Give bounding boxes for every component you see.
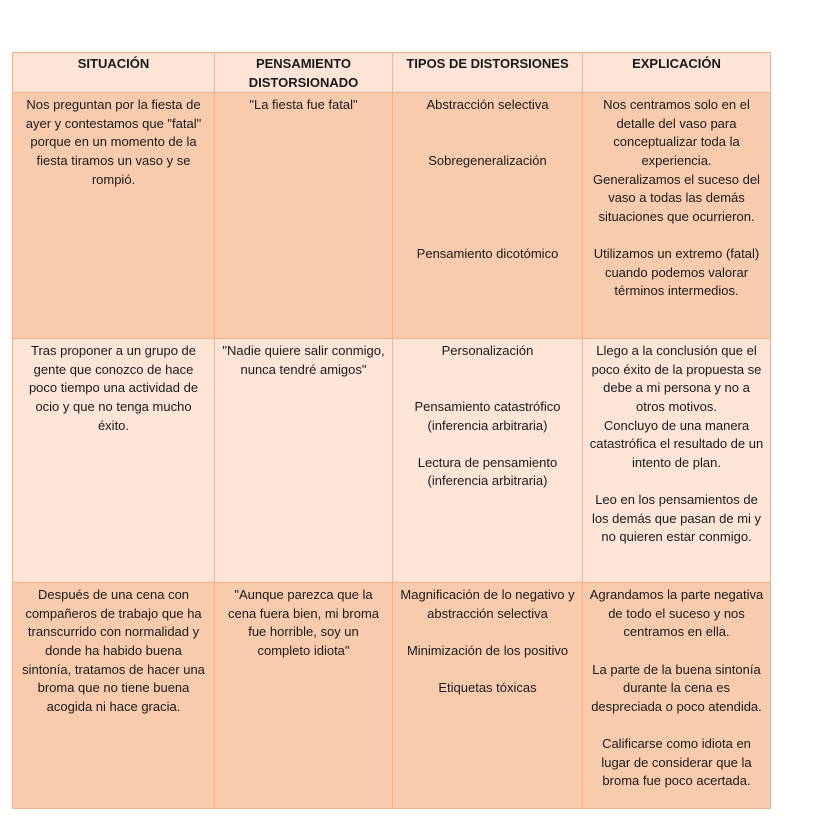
distortion-type: Personalización xyxy=(441,343,534,359)
header-explicacion: EXPLICACIÓN xyxy=(583,53,771,93)
distortion-type: Pensamiento dicotómico xyxy=(416,245,559,261)
situation-text: Después de una cena con compañeros de trabajo que ha transcurrido con normalidad y donde ha habido buena sintonía, tratamos de hacer una broma que no tiene buena acogida ni hace gracia. xyxy=(22,587,205,714)
distortion-type: Lectura de pensamiento (inferencia arbitraria) xyxy=(417,454,558,489)
distortion-type: Abstracción selectiva xyxy=(426,97,549,113)
explanation-text: La parte de la buena sintonía durante la cena es despreciada o poco atendida. xyxy=(591,661,762,714)
distortion-type: Minimización de los positivo xyxy=(406,642,569,658)
cell-pensamiento xyxy=(215,339,393,583)
cell-situacion xyxy=(13,93,215,339)
explanation-text: Utilizamos un extremo (fatal) cuando podemos valorar términos intermedios. xyxy=(593,245,760,299)
distortion-type: Sobregeneralización xyxy=(428,152,547,168)
cell-situacion xyxy=(13,339,215,583)
distortion-type: Magnificación de lo negativo y abstracción selectiva xyxy=(400,587,575,621)
cell-explicacion xyxy=(583,339,771,583)
header-pensamiento: PENSAMIENTO DISTORSIONADO xyxy=(215,53,393,93)
cell-tipos xyxy=(393,583,583,809)
situation-text: Nos preguntan por la fiesta de ayer y contestamos que "fatal" porque en un momento de la fiesta tiramos un vaso y se rompió. xyxy=(25,97,202,187)
situation-text: Tras proponer a un grupo de gente que conozco de hace poco tiempo una actividad de ocio y que no tenga mucho éxito. xyxy=(28,343,199,433)
table-row xyxy=(13,339,771,583)
header-row xyxy=(13,53,771,93)
cell-pensamiento xyxy=(215,93,393,339)
cell-situacion xyxy=(13,583,215,809)
explanation-text: Agrandamos la parte negativa de todo el suceso y nos centramos en ella. xyxy=(589,587,764,640)
thought-text: "Aunque parezca que la cena fuera bien, mi broma fue horrible, soy un completo idiota" xyxy=(227,587,380,658)
table-row xyxy=(13,583,771,809)
thought-text: "Nadie quiere salir conmigo, nunca tendré amigos" xyxy=(222,343,385,377)
cell-explicacion xyxy=(583,93,771,339)
distortions-table xyxy=(12,52,771,809)
cell-tipos xyxy=(393,339,583,583)
header-tipos: TIPOS DE DISTORSIONES xyxy=(393,53,583,93)
distortion-type: Etiquetas tóxicas xyxy=(438,680,537,696)
explanation-text: Nos centramos solo en el detalle del vaso para conceptualizar toda la experiencia. xyxy=(603,97,750,168)
cell-tipos xyxy=(393,93,583,339)
explanation-text: Leo en los pensamientos de los demás que pasan de mi y no quieren estar conmigo. xyxy=(591,491,762,545)
cell-pensamiento xyxy=(215,583,393,809)
distortion-type: Pensamiento catastrófico (inferencia arbitraria) xyxy=(414,398,561,433)
thought-text: "La fiesta fue fatal" xyxy=(249,97,358,113)
table-row xyxy=(13,93,771,339)
cell-explicacion xyxy=(583,583,771,809)
explanation-text: Llego a la conclusión que el poco éxito de la propuesta se debe a mi persona y no a otros motivos. xyxy=(591,343,762,414)
header-situacion: SITUACIÓN xyxy=(13,53,215,93)
explanation-text: Generalizamos el suceso del vaso a todas las demás situaciones que ocurrieron. xyxy=(593,171,760,224)
explanation-text: Concluyo de una manera catastrófica el resultado de un intento de plan. xyxy=(589,417,764,470)
explanation-text: Calificarse como idiota en lugar de considerar que la broma fue poco acertada. xyxy=(601,735,752,789)
